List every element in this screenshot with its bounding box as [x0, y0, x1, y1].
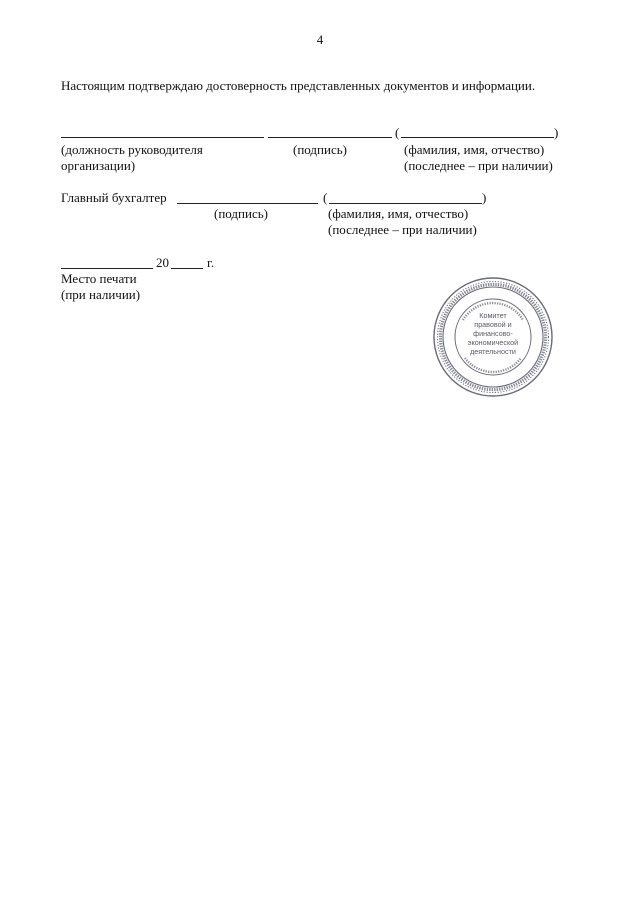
stamp-line2: правовой и	[474, 320, 512, 329]
position-caption-line2: организации)	[61, 158, 136, 173]
date-year-prefix: 20	[156, 255, 169, 270]
accountant-name-line[interactable]	[329, 203, 482, 204]
signature-line[interactable]	[268, 137, 392, 138]
name-caption-line1: (фамилия, имя, отчество)	[404, 142, 545, 157]
position-caption-line1: (должность руководителя	[61, 142, 203, 157]
name-open-paren: (	[395, 125, 400, 140]
page-number: 4	[316, 32, 324, 47]
organization-stamp	[432, 276, 554, 398]
seal-label-line1: Место печати	[61, 271, 137, 286]
name-caption-line2: (последнее – при наличии)	[404, 158, 553, 173]
date-year-line[interactable]	[171, 268, 203, 269]
statement-text: Настоящим подтверждаю достоверность представленных документов и информации.	[61, 78, 536, 93]
name-close-paren: )	[554, 125, 559, 140]
accountant-close-paren: )	[482, 190, 487, 205]
accountant-signature-line[interactable]	[177, 203, 318, 204]
stamp-line1: Комитет	[479, 311, 507, 320]
stamp-line3: финансово-	[473, 329, 513, 338]
position-line[interactable]	[61, 137, 264, 138]
accountant-name-caption-line1: (фамилия, имя, отчество)	[328, 206, 469, 221]
signature-caption: (подпись)	[293, 142, 347, 157]
accountant-signature-caption: (подпись)	[214, 206, 268, 221]
date-day-month-line[interactable]	[61, 268, 153, 269]
name-line[interactable]	[401, 137, 554, 138]
accountant-open-paren: (	[323, 190, 328, 205]
seal-label-line2: (при наличии)	[61, 287, 141, 302]
date-year-suffix: г.	[207, 255, 215, 270]
accountant-name-caption-line2: (последнее – при наличии)	[328, 222, 477, 237]
accountant-label: Главный бухгалтер	[61, 190, 167, 205]
stamp-line5: деятельности	[470, 347, 516, 356]
stamp-line4: экономической	[467, 338, 519, 347]
